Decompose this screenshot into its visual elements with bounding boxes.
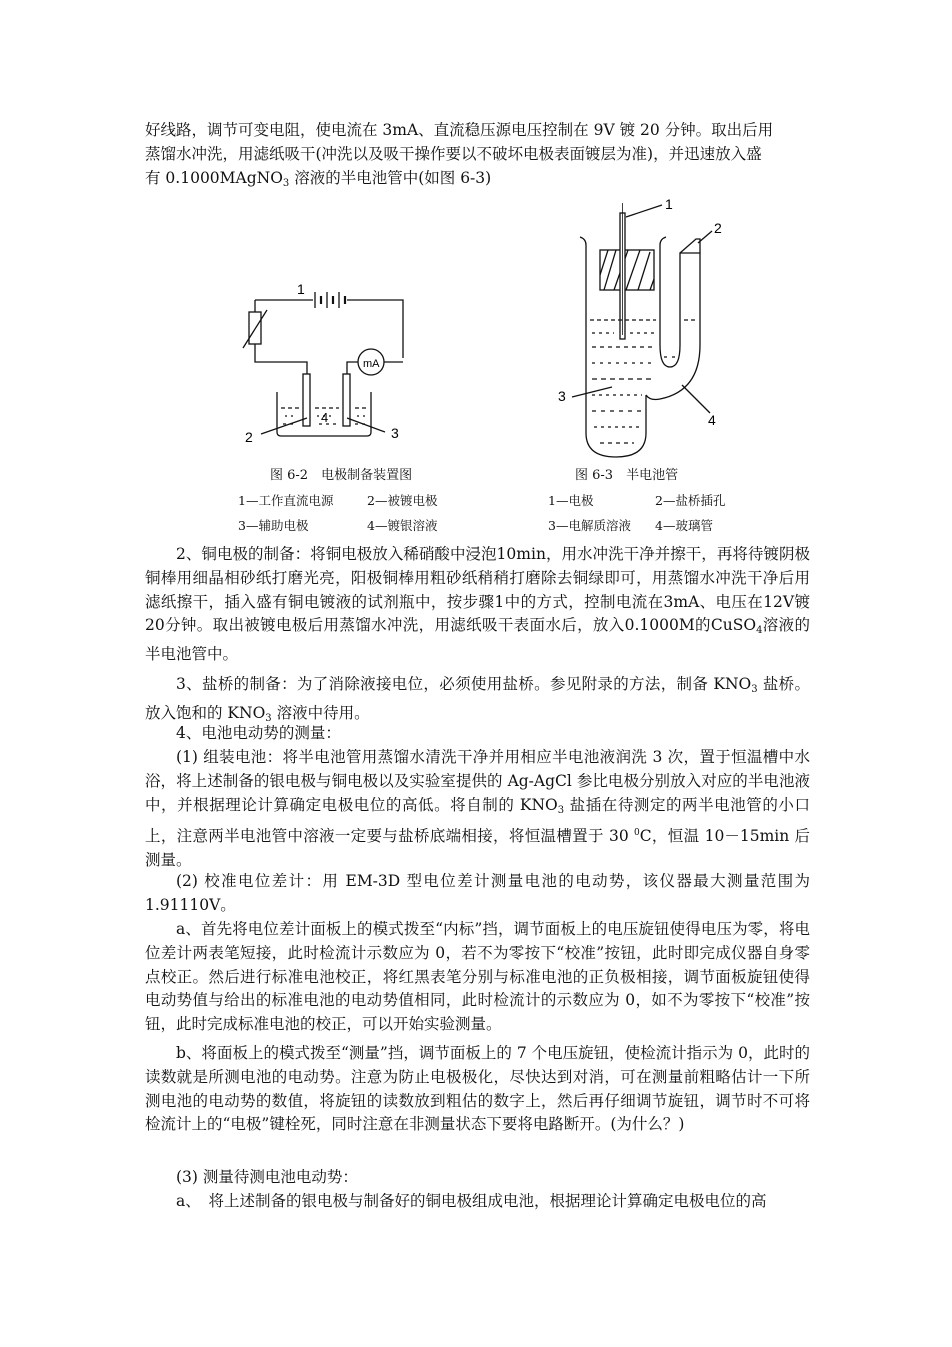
- top-paragraph: [145, 119, 810, 195]
- figure-6-3-diagram: [550, 195, 740, 465]
- fig63-label-1: 1: [665, 196, 673, 212]
- fig62-meter-label: mA: [363, 358, 380, 370]
- figure-6-3-legend-1: 1—电极: [548, 493, 594, 508]
- top-line-3: 有 0.1000MAgNO$_3$ 溶液的半电池管中(如图 6-3): [145, 168, 492, 189]
- fig63-label-3: 3: [558, 388, 566, 404]
- step-2b-paragraph: b、将面板上的模式拨至“测量”挡，调节面板上的 7 个电压旋钮，使检流计指示为 0，此时的读数就是所测电池的电动势。注意为防止电极极化，尽快达到对消，可在测量前粗略估计一下所测电池的电动势的数值，将旋钮的读数放到粗估的数字上，然后再仔细调节旋钮，调节时不可将检流计上的“电极”键栓死，同时注意在非测量状态下要将电路断开。(为什么？): [145, 1044, 810, 1134]
- figure-6-3-legend-4: 4—玻璃管: [655, 518, 713, 533]
- top-line-2: 蒸馏水冲洗，用滤纸吸干(冲洗以及吸干操作要以不破坏电极表面镀层为准)，并迅速放入盛: [145, 144, 762, 163]
- section-4-heading: 4、电池电动势的测量：: [176, 724, 341, 742]
- figure-6-2-legend-2: 2—被镀电极: [367, 493, 438, 508]
- step-3a-line: a、 将上述制备的银电极与制备好的铜电极组成电池，根据理论计算确定电极电位的高: [176, 1192, 767, 1210]
- figure-6-2-legend-3: 3—辅助电极: [238, 518, 309, 533]
- fig62-label-1: 1: [297, 281, 305, 297]
- fig62-label-4: 4: [321, 410, 329, 425]
- figure-6-2-legend-1: 1—工作直流电源: [238, 493, 334, 508]
- top-line-1: 好线路，调节可变电阻，使电流在 3mA、直流稳压源电压控制在 9V 镀 20 分钟。取出后用: [145, 121, 774, 139]
- fig63-label-4: 4: [708, 412, 716, 428]
- figure-6-2-diagram: [235, 270, 435, 450]
- section-3-paragraph: 3、盐桥的制备：为了消除液接电位，必须使用盐桥。参见附录的方法，制备 $KNO_3$ 盐桥。放入饱和的 $KNO_3$ 溶液中待用。: [145, 675, 811, 724]
- fig62-label-2: 2: [245, 429, 253, 445]
- section-2-paragraph: 2、铜电极的制备：将铜电极放入稀硝酸中浸泡10min，用水冲洗干净并擦干，再将待镀阴极铜棒用细晶相砂纸打磨光亮，阳极铜棒用粗砂纸稍稍打磨除去铜绿即可，用蒸馏水冲洗干净后用滤纸擦干，插入盛有铜电镀液的试剂瓶中，按步骤1中的方式，控制电流在3mA、电压在12V镀20分钟。取出被镀电极后用蒸馏水冲洗，用滤纸吸干表面水后，放入0.1000M的CuSO$_4$溶液的半电池管中。: [145, 545, 810, 664]
- fig63-label-2: 2: [714, 220, 722, 236]
- figure-6-2-legend-4: 4—镀银溶液: [367, 518, 438, 533]
- figure-6-3-caption: 图 6-3 半电池管: [575, 468, 679, 483]
- fig62-label-3: 3: [391, 425, 399, 441]
- step-3-heading: (3) 测量待测电池电动势：: [176, 1168, 358, 1186]
- step-2-paragraph: (2) 校准电位差计：用 EM-3D 型电位差计测量电池的电动势，该仪器最大测量范围为 1.91110V。: [145, 872, 810, 914]
- step-2a-paragraph: a、首先将电位差计面板上的模式拨至“内标”挡，调节面板上的电压旋钮使得电压为零，将电位差计两表笔短接，此时检流计示数应为 0，若不为零按下“校准”按钮，此时即完成仪器自身零点校正。然后进行标准电池校正，将红黑表笔分别与标准电池的正负极相接，调节面板旋钮使得电动势值与给出的标准电池的电动势值相同，此时检流计的示数应为 0，如不为零按下“校准”按钮，此时完成标准电池的校正，可以开始实验测量。: [145, 920, 810, 1034]
- figure-6-3-legend-2: 2—盐桥插孔: [655, 493, 726, 508]
- step-1-paragraph: (1) 组装电池：将半电池管用蒸馏水清洗干净并用相应半电池液润洗 3 次，置于恒温槽中水浴，将上述制备的银电极与铜电极以及实验室提供的 Ag-AgCl 参比电极分别放入对应的半电池液中，并根据理论计算确定电极电位的高低。将自制的 $KNO_3$ 盐插在待测定的两半电池管的小口上，注意两半电池管中溶液一定要与盐桥底端相接，将恒温槽置于 30 $^0$C，恒温 10－15min 后测量。: [145, 748, 810, 870]
- figure-6-3-legend-3: 3—电解质溶液: [548, 518, 631, 533]
- figure-6-2-caption: 图 6-2 电极制备装置图: [270, 468, 413, 483]
